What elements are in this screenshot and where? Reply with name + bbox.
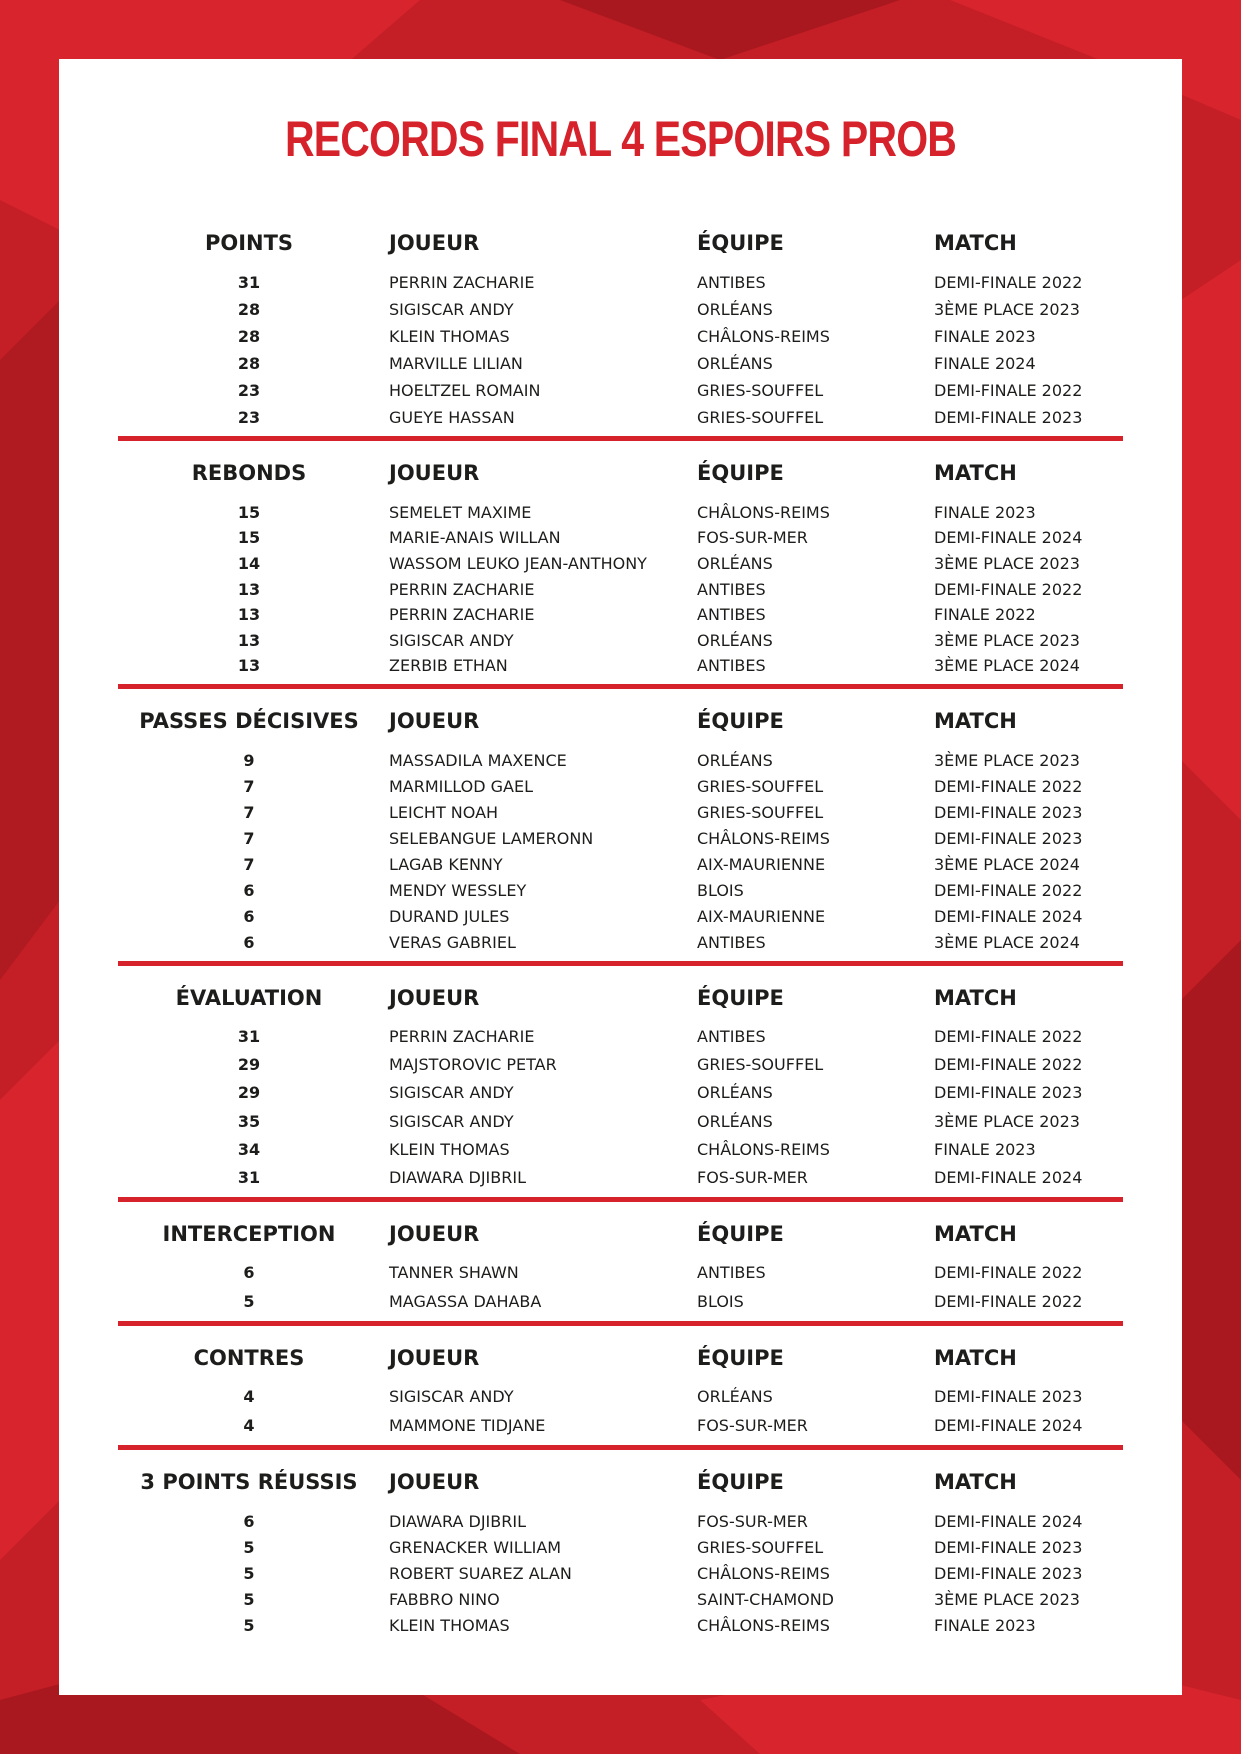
team-column-header: ÉQUIPE	[697, 231, 784, 255]
table-row	[59, 1589, 1182, 1611]
match-name: FINALE 2023	[934, 503, 1036, 522]
player-name: DIAWARA DJIBRIL	[389, 1512, 526, 1531]
player-name: GRENACKER WILLIAM	[389, 1538, 562, 1557]
record-value: 9	[243, 751, 255, 770]
record-value: 5	[243, 1616, 255, 1635]
page-title: RECORDS FINAL 4 ESPOIRS PROB	[284, 111, 957, 167]
match-name: FINALE 2023	[934, 1616, 1036, 1635]
table-row	[59, 1026, 1182, 1048]
table-row	[59, 353, 1182, 375]
match-name: 3ÈME PLACE 2023	[934, 300, 1080, 319]
player-name: LAGAB KENNY	[389, 855, 503, 874]
player-name: MAGASSA DAHABA	[389, 1292, 542, 1311]
player-name: HOELTZEL ROMAIN	[389, 381, 541, 400]
team-name: ANTIBES	[697, 656, 766, 675]
record-value: 29	[237, 1083, 261, 1102]
player-name: MARIE-ANAIS WILLAN	[389, 528, 561, 547]
record-value: 13	[237, 605, 261, 624]
team-name: SAINT-CHAMOND	[697, 1590, 834, 1609]
player-column-header: JOUEUR	[389, 1470, 480, 1494]
team-name: GRIES-SOUFFEL	[697, 381, 824, 400]
team-name: ORLÉANS	[697, 1112, 773, 1131]
team-name: ORLÉANS	[697, 751, 773, 770]
stat-header: ÉVALUATION	[175, 986, 323, 1010]
team-name: ORLÉANS	[697, 631, 773, 650]
team-name: ORLÉANS	[697, 300, 773, 319]
match-name: DEMI-FINALE 2024	[934, 1416, 1083, 1435]
record-value: 28	[237, 300, 261, 319]
player-name: KLEIN THOMAS	[389, 1140, 510, 1159]
player-name: PERRIN ZACHARIE	[389, 273, 535, 292]
match-name: DEMI-FINALE 2023	[934, 803, 1083, 822]
team-name: AIX-MAURIENNE	[697, 855, 826, 874]
player-name: GUEYE HASSAN	[389, 408, 515, 427]
match-name: 3ÈME PLACE 2023	[934, 554, 1080, 573]
team-name: ORLÉANS	[697, 1387, 773, 1406]
record-value: 7	[243, 855, 255, 874]
table-row	[59, 380, 1182, 402]
table-row	[59, 776, 1182, 798]
match-column-header: MATCH	[934, 1222, 1017, 1246]
table-row	[59, 854, 1182, 876]
player-name: MAJSTOROVIC PETAR	[389, 1055, 557, 1074]
match-column-header: MATCH	[934, 709, 1017, 733]
record-value: 6	[243, 881, 255, 900]
match-name: DEMI-FINALE 2022	[934, 777, 1083, 796]
player-name: PERRIN ZACHARIE	[389, 605, 535, 624]
table-row	[59, 527, 1182, 549]
match-column-header: MATCH	[934, 461, 1017, 485]
table-row	[59, 1511, 1182, 1533]
team-name: BLOIS	[697, 881, 744, 900]
stat-header: REBONDS	[191, 461, 307, 485]
record-value: 35	[237, 1112, 261, 1131]
record-value: 28	[237, 354, 261, 373]
team-column-header: ÉQUIPE	[697, 1346, 784, 1370]
match-name: DEMI-FINALE 2023	[934, 408, 1083, 427]
table-row	[59, 502, 1182, 524]
record-value: 6	[243, 1263, 255, 1282]
match-name: DEMI-FINALE 2023	[934, 1083, 1083, 1102]
team-name: ANTIBES	[697, 1027, 766, 1046]
match-name: DEMI-FINALE 2023	[934, 1564, 1083, 1583]
table-row	[59, 1563, 1182, 1585]
record-value: 28	[237, 327, 261, 346]
match-name: DEMI-FINALE 2022	[934, 1292, 1083, 1311]
player-name: SIGISCAR ANDY	[389, 1387, 514, 1406]
table-row	[59, 630, 1182, 652]
records-card	[59, 59, 1182, 1695]
team-name: FOS-SUR-MER	[697, 1416, 808, 1435]
player-name: ZERBIB ETHAN	[389, 656, 508, 675]
team-name: CHÂLONS-REIMS	[697, 327, 830, 346]
stat-header: 3 POINTS RÉUSSIS	[140, 1470, 358, 1494]
match-name: DEMI-FINALE 2022	[934, 381, 1083, 400]
player-name: TANNER SHAWN	[389, 1263, 519, 1282]
team-name: CHÂLONS-REIMS	[697, 1140, 830, 1159]
record-value: 23	[237, 408, 261, 427]
record-value: 31	[237, 273, 261, 292]
stat-header: POINTS	[204, 231, 294, 255]
match-name: DEMI-FINALE 2022	[934, 1027, 1083, 1046]
player-name: KLEIN THOMAS	[389, 327, 510, 346]
record-value: 5	[243, 1590, 255, 1609]
player-name: MARVILLE LILIAN	[389, 354, 523, 373]
table-row	[59, 1415, 1182, 1437]
match-name: DEMI-FINALE 2022	[934, 273, 1083, 292]
player-column-header: JOUEUR	[389, 986, 480, 1010]
team-name: ANTIBES	[697, 273, 766, 292]
player-name: DURAND JULES	[389, 907, 510, 926]
team-name: GRIES-SOUFFEL	[697, 1055, 824, 1074]
section-divider	[118, 1197, 1123, 1202]
player-name: SEMELET MAXIME	[389, 503, 532, 522]
record-value: 23	[237, 381, 261, 400]
team-name: FOS-SUR-MER	[697, 1168, 808, 1187]
table-row	[59, 932, 1182, 954]
table-row	[59, 1386, 1182, 1408]
stat-header: PASSES DÉCISIVES	[139, 709, 359, 733]
team-name: GRIES-SOUFFEL	[697, 408, 824, 427]
record-value: 6	[243, 1512, 255, 1531]
match-name: DEMI-FINALE 2022	[934, 580, 1083, 599]
team-name: ORLÉANS	[697, 354, 773, 373]
team-name: ANTIBES	[697, 605, 766, 624]
match-column-header: MATCH	[934, 231, 1017, 255]
match-name: 3ÈME PLACE 2023	[934, 1590, 1080, 1609]
match-name: DEMI-FINALE 2022	[934, 1055, 1083, 1074]
record-value: 7	[243, 829, 255, 848]
player-name: KLEIN THOMAS	[389, 1616, 510, 1635]
team-name: AIX-MAURIENNE	[697, 907, 826, 926]
table-row	[59, 1262, 1182, 1284]
match-name: DEMI-FINALE 2024	[934, 1168, 1083, 1187]
player-name: SELEBANGUE LAMERONN	[389, 829, 594, 848]
record-value: 6	[243, 933, 255, 952]
table-row	[59, 1167, 1182, 1189]
team-column-header: ÉQUIPE	[697, 461, 784, 485]
player-name: MARMILLOD GAEL	[389, 777, 534, 796]
team-name: ORLÉANS	[697, 1083, 773, 1102]
stat-header: INTERCEPTION	[162, 1222, 336, 1246]
team-name: FOS-SUR-MER	[697, 528, 808, 547]
player-name: SIGISCAR ANDY	[389, 631, 514, 650]
team-name: CHÂLONS-REIMS	[697, 829, 830, 848]
table-row	[59, 750, 1182, 772]
record-value: 6	[243, 907, 255, 926]
stat-header: CONTRES	[193, 1346, 305, 1370]
player-name: MAMMONE TIDJANE	[389, 1416, 546, 1435]
player-name: WASSOM LEUKO JEAN-ANTHONY	[389, 554, 647, 573]
team-name: GRIES-SOUFFEL	[697, 803, 824, 822]
match-name: 3ÈME PLACE 2024	[934, 656, 1080, 675]
match-name: FINALE 2023	[934, 1140, 1036, 1159]
match-name: DEMI-FINALE 2024	[934, 1512, 1083, 1531]
section-divider	[118, 1445, 1123, 1450]
record-value: 15	[237, 528, 261, 547]
record-value: 13	[237, 580, 261, 599]
table-row	[59, 828, 1182, 850]
table-row	[59, 579, 1182, 601]
match-name: 3ÈME PLACE 2023	[934, 1112, 1080, 1131]
player-name: PERRIN ZACHARIE	[389, 580, 535, 599]
match-name: DEMI-FINALE 2024	[934, 528, 1083, 547]
team-name: ANTIBES	[697, 580, 766, 599]
match-column-header: MATCH	[934, 986, 1017, 1010]
team-name: GRIES-SOUFFEL	[697, 777, 824, 796]
table-row	[59, 1054, 1182, 1076]
player-column-header: JOUEUR	[389, 1222, 480, 1246]
record-value: 7	[243, 803, 255, 822]
player-column-header: JOUEUR	[389, 231, 480, 255]
record-value: 4	[243, 1387, 255, 1406]
section-divider	[118, 961, 1123, 966]
team-name: CHÂLONS-REIMS	[697, 1564, 830, 1583]
table-row	[59, 272, 1182, 294]
player-column-header: JOUEUR	[389, 461, 480, 485]
match-name: DEMI-FINALE 2023	[934, 1387, 1083, 1406]
match-name: 3ÈME PLACE 2023	[934, 751, 1080, 770]
player-name: SIGISCAR ANDY	[389, 1112, 514, 1131]
record-value: 4	[243, 1416, 255, 1435]
table-row	[59, 299, 1182, 321]
match-name: 3ÈME PLACE 2023	[934, 631, 1080, 650]
record-value: 34	[237, 1140, 261, 1159]
match-name: 3ÈME PLACE 2024	[934, 933, 1080, 952]
team-column-header: ÉQUIPE	[697, 986, 784, 1010]
player-name: PERRIN ZACHARIE	[389, 1027, 535, 1046]
match-name: 3ÈME PLACE 2024	[934, 855, 1080, 874]
table-row	[59, 326, 1182, 348]
table-row	[59, 1111, 1182, 1133]
record-value: 5	[243, 1292, 255, 1311]
table-row	[59, 407, 1182, 429]
player-column-header: JOUEUR	[389, 1346, 480, 1370]
record-value: 14	[237, 554, 261, 573]
player-name: MENDY WESSLEY	[389, 881, 527, 900]
player-name: LEICHT NOAH	[389, 803, 499, 822]
table-row	[59, 1291, 1182, 1313]
team-column-header: ÉQUIPE	[697, 709, 784, 733]
player-name: SIGISCAR ANDY	[389, 300, 514, 319]
team-name: GRIES-SOUFFEL	[697, 1538, 824, 1557]
team-name: BLOIS	[697, 1292, 744, 1311]
record-value: 31	[237, 1027, 261, 1046]
table-row	[59, 553, 1182, 575]
team-column-header: ÉQUIPE	[697, 1470, 784, 1494]
table-row	[59, 604, 1182, 626]
match-column-header: MATCH	[934, 1346, 1017, 1370]
table-row	[59, 1615, 1182, 1637]
team-name: CHÂLONS-REIMS	[697, 1616, 830, 1635]
team-name: FOS-SUR-MER	[697, 1512, 808, 1531]
table-row	[59, 1139, 1182, 1161]
table-row	[59, 880, 1182, 902]
player-name: MASSADILA MAXENCE	[389, 751, 567, 770]
match-name: DEMI-FINALE 2024	[934, 907, 1083, 926]
player-column-header: JOUEUR	[389, 709, 480, 733]
player-name: FABBRO NINO	[389, 1590, 500, 1609]
table-row	[59, 1082, 1182, 1104]
player-name: ROBERT SUAREZ ALAN	[389, 1564, 572, 1583]
match-name: DEMI-FINALE 2023	[934, 829, 1083, 848]
player-name: DIAWARA DJIBRIL	[389, 1168, 526, 1187]
record-value: 5	[243, 1564, 255, 1583]
record-value: 31	[237, 1168, 261, 1187]
team-name: ANTIBES	[697, 1263, 766, 1282]
match-name: DEMI-FINALE 2022	[934, 881, 1083, 900]
record-value: 7	[243, 777, 255, 796]
table-row	[59, 906, 1182, 928]
section-divider	[118, 436, 1123, 441]
player-name: SIGISCAR ANDY	[389, 1083, 514, 1102]
team-column-header: ÉQUIPE	[697, 1222, 784, 1246]
table-row	[59, 1537, 1182, 1559]
table-row	[59, 802, 1182, 824]
record-value: 13	[237, 631, 261, 650]
team-name: CHÂLONS-REIMS	[697, 503, 830, 522]
section-divider	[118, 684, 1123, 689]
record-value: 13	[237, 656, 261, 675]
section-divider	[118, 1321, 1123, 1326]
match-name: FINALE 2023	[934, 327, 1036, 346]
player-name: VERAS GABRIEL	[389, 933, 516, 952]
record-value: 29	[237, 1055, 261, 1074]
table-row	[59, 655, 1182, 677]
match-name: FINALE 2024	[934, 354, 1036, 373]
team-name: ANTIBES	[697, 933, 766, 952]
record-value: 5	[243, 1538, 255, 1557]
match-name: FINALE 2022	[934, 605, 1036, 624]
match-column-header: MATCH	[934, 1470, 1017, 1494]
match-name: DEMI-FINALE 2023	[934, 1538, 1083, 1557]
match-name: DEMI-FINALE 2022	[934, 1263, 1083, 1282]
record-value: 15	[237, 503, 261, 522]
team-name: ORLÉANS	[697, 554, 773, 573]
